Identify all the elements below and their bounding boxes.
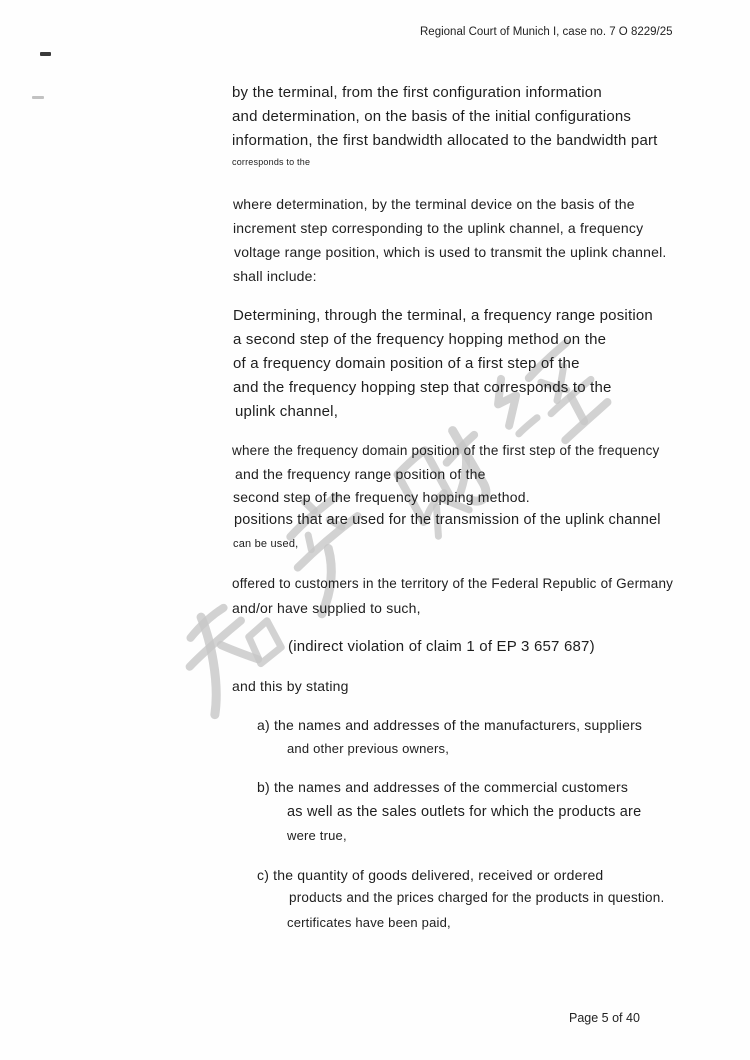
- text-line: by the terminal, from the first configuration information: [232, 84, 602, 101]
- text-line: b) the names and addresses of the commercial customers: [257, 779, 629, 795]
- text-line: increment step corresponding to the uplink channel, a frequency: [233, 220, 644, 236]
- text-line: were true,: [287, 828, 347, 843]
- text-line: and the frequency range position of the: [235, 466, 486, 482]
- text-line: a second step of the frequency hopping method on the: [233, 331, 607, 348]
- text-line: shall include:: [233, 268, 317, 284]
- text-line: voltage range position, which is used to transmit the uplink channel.: [234, 244, 667, 260]
- text-line: where determination, by the terminal device on the basis of the: [233, 196, 635, 212]
- text-line: can be used,: [233, 538, 299, 550]
- case-reference-header: Regional Court of Munich I, case no. 7 O 8229/25: [420, 26, 673, 38]
- text-line: (indirect violation of claim 1 of EP 3 657 687): [288, 638, 595, 655]
- page-number: Page 5 of 40: [569, 1011, 640, 1025]
- text-line: as well as the sales outlets for which the products are: [287, 804, 642, 820]
- text-line: and/or have supplied to such,: [232, 600, 421, 616]
- text-line: a) the names and addresses of the manufacturers, suppliers: [257, 717, 643, 733]
- text-line: positions that are used for the transmission of the uplink channel: [234, 512, 661, 528]
- text-line: Determining, through the terminal, a frequency range position: [233, 307, 653, 324]
- text-line: corresponds to the: [232, 157, 311, 167]
- text-line: c) the quantity of goods delivered, received or ordered: [257, 867, 604, 883]
- text-line: and other previous owners,: [287, 741, 450, 756]
- text-line: and determination, on the basis of the initial configurations: [232, 108, 632, 125]
- scan-artifact-dash: [40, 52, 51, 56]
- text-line: second step of the frequency hopping method.: [233, 489, 530, 505]
- text-line: and this by stating: [232, 678, 349, 694]
- text-line: products and the prices charged for the products in question.: [289, 890, 665, 905]
- scan-artifact-dash: [32, 96, 44, 99]
- text-line: offered to customers in the territory of the Federal Republic of Germany: [232, 576, 674, 591]
- text-line: where the frequency domain position of the first step of the frequency: [232, 443, 660, 458]
- text-line: certificates have been paid,: [287, 915, 451, 930]
- text-line: information, the first bandwidth allocated to the bandwidth part: [232, 132, 658, 149]
- text-line: uplink channel,: [235, 403, 339, 420]
- text-line: and the frequency hopping step that corresponds to the: [233, 379, 612, 396]
- text-line: of a frequency domain position of a first step of the: [233, 355, 580, 372]
